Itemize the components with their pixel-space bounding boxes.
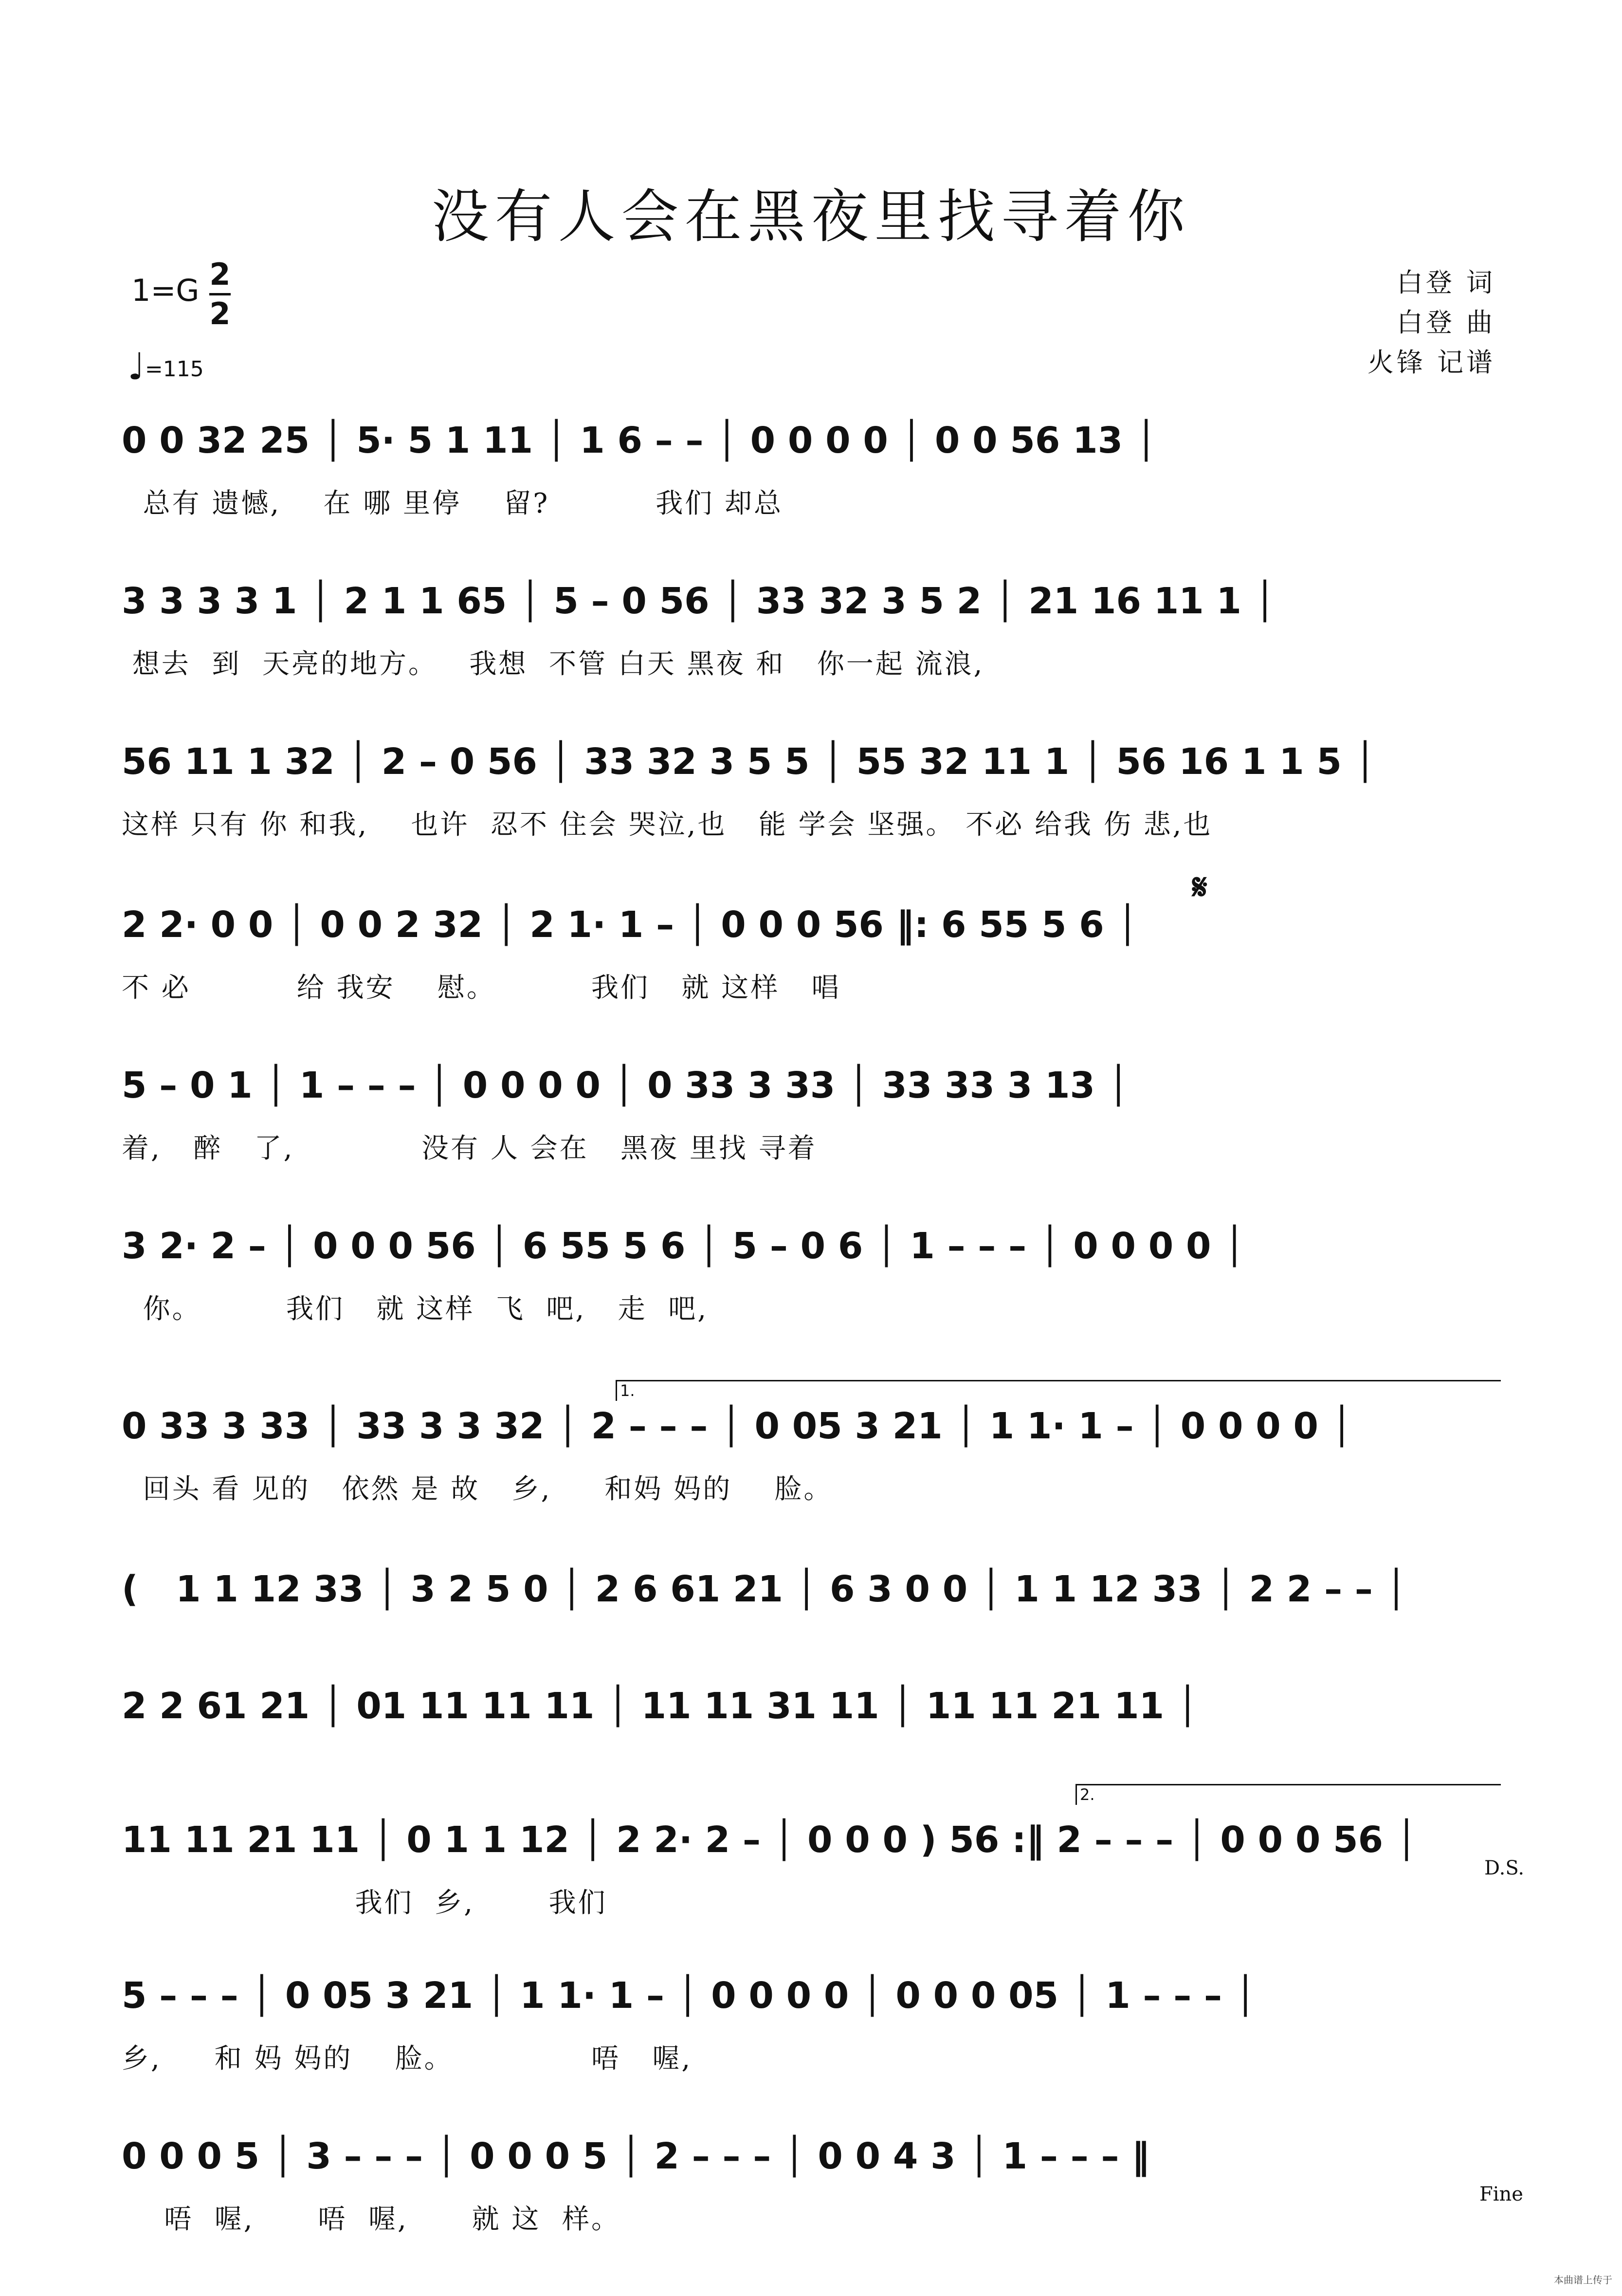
notes-line: 5 – – – │ 0 05 3 21 │ 1 1· 1 – │ 0 0 0 0 │ 0 0 0 05 │ 1 – – – │ <box>122 1975 1257 2017</box>
volta-second-ending: 2. <box>1075 1784 1501 1805</box>
tempo-value: =115 <box>145 357 204 382</box>
quarter-note-icon: ♩ <box>128 345 145 388</box>
transcriber: 火锋 记谱 <box>1367 347 1495 378</box>
notes-line: 56 11 1 32 │ 2 – 0 56 │ 33 32 3 5 5 │ 55 32 11 1 │ 56 16 1 1 5 │ <box>122 741 1376 783</box>
notes-line: 0 33 3 33 │ 33 3 3 32 │ 2 – – – │ 0 05 3 21 │ 1 1· 1 – │ 0 0 0 0 │ <box>122 1405 1353 1447</box>
notes-line: 0 0 32 25 │ 5· 5 1 11 │ 1 6 – – │ 0 0 0 0 │ 0 0 56 13 │ <box>122 420 1157 461</box>
lyrics-line: 我们 乡, 我们 <box>122 1887 607 1919</box>
credits <box>1367 263 1495 383</box>
ds-marking: D.S. <box>1484 1857 1525 1879</box>
notes-line: 5 – 0 1 │ 1 – – – │ 0 0 0 0 │ 0 33 3 33 │ 33 33 3 13 │ <box>122 1065 1130 1106</box>
notes-line: 11 11 21 11 │ 0 1 1 12 │ 2 2· 2 – │ 0 0 0 ) 56 :‖ 2 – – – │ 0 0 0 56 │ <box>122 1819 1418 1861</box>
volta-first-ending: 1. <box>616 1380 1501 1401</box>
lyrics-line: 唔 喔, 唔 喔, 就 这 样。 <box>122 2204 621 2235</box>
key-signature: 1=G <box>131 273 200 308</box>
notes-line: 2 2· 0 0 │ 0 0 2 32 │ 2 1· 1 – │ 0 0 0 56 ‖: 6 55 5 6 │ <box>122 904 1139 946</box>
notes-line: 3 3 3 3 1 │ 2 1 1 65 │ 5 – 0 56 │ 33 32 3 5 2 │ 21 16 11 1 │ <box>122 580 1276 622</box>
fraction-bar <box>209 293 231 295</box>
lyrics-line: 你。 我们 就 这样 飞 吧, 走 吧, <box>122 1293 709 1325</box>
lyrics-line: 乡, 和 妈 妈的 脸。 唔 喔, <box>122 2043 693 2075</box>
lyrics-line: 不 必 给 我安 慰。 我们 就 这样 唱 <box>122 972 841 1004</box>
time-signature <box>209 257 231 331</box>
notes-line: 3 2· 2 – │ 0 0 0 56 │ 6 55 5 6 │ 5 – 0 6 │ 1 – – – │ 0 0 0 0 │ <box>122 1225 1245 1267</box>
lyrics-line: 回头 看 见的 依然 是 故 乡, 和妈 妈的 脸。 <box>122 1473 833 1505</box>
lyricist: 白登 词 <box>1396 267 1495 298</box>
lyrics-line: 着, 醉 了, 没有 人 会在 黑夜 里找 寻着 <box>122 1133 817 1164</box>
composer: 白登 曲 <box>1396 307 1495 338</box>
lyrics-line: 想去 到 天亮的地方。 我想 不管 白天 黑夜 和 你一起 流浪, <box>122 648 984 680</box>
segno-icon: 𝄋 <box>1192 866 1207 907</box>
lyrics-line: 这样 只有 你 和我, 也许 忍不 住会 哭泣,也 能 学会 坚强。 不必 给我 伤 悲,也 <box>122 809 1213 841</box>
time-denominator: 2 <box>209 296 231 331</box>
time-numerator: 2 <box>209 257 231 292</box>
song-title: 没有人会在黑夜里找寻着你 <box>431 183 1191 250</box>
footer-watermark: 本曲谱上传于 <box>1554 2274 1612 2286</box>
notes-line: 0 0 0 5 │ 3 – – – │ 0 0 0 5 │ 2 – – – │ 0 0 4 3 │ 1 – – – ‖ <box>122 2135 1150 2177</box>
notes-line: 2 2 61 21 │ 01 11 11 11 │ 11 11 31 11 │ 11 11 21 11 │ <box>122 1685 1199 1727</box>
fine-marking: Fine <box>1479 2183 1523 2205</box>
lyrics-line: 总有 遗憾, 在 哪 里停 留? 我们 却总 <box>122 488 784 519</box>
notes-line: ( 1 1 12 33 │ 3 2 5 0 │ 2 6 61 21 │ 6 3 0 0 │ 1 1 12 33 │ 2 2 – – │ <box>122 1568 1407 1610</box>
tempo-marking <box>128 345 204 388</box>
